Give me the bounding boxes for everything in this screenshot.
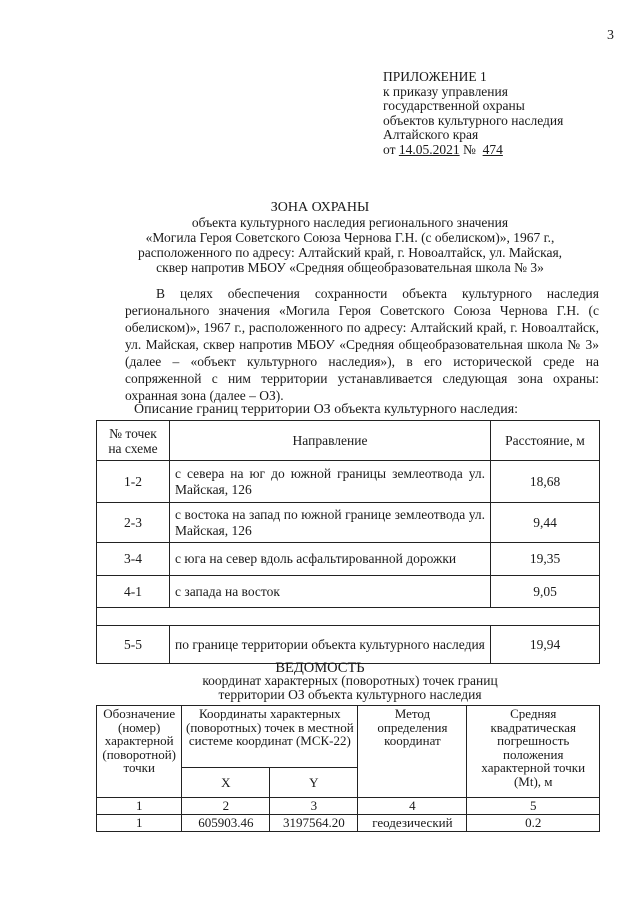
subtitle-line: «Могила Героя Советского Союза Чернова Г.Н. (с обелиском)», 1967 г., <box>145 230 555 245</box>
appendix-line: объектов культурного наследия <box>383 112 564 128</box>
subtitle-line: сквер напротив МБОУ «Средняя общеобразовательная школа № 3» <box>156 260 544 275</box>
cell-distance: 18,68 <box>491 461 600 503</box>
index-cell: 2 <box>182 798 270 815</box>
appendix-block <box>383 70 563 157</box>
cell-accuracy: 0.2 <box>467 814 600 831</box>
vedomost-title: ВЕДОМОСТЬ <box>275 660 365 676</box>
header-distance: Расстояние, м <box>491 421 600 461</box>
boundary-table <box>96 420 600 664</box>
cell-x: 605903.46 <box>182 814 270 831</box>
table-row-blank <box>97 608 600 626</box>
header-method: Метод определения координат <box>358 706 467 798</box>
cell-direction: по границе территории объекта культурного наследия <box>170 626 491 664</box>
appendix-date-line <box>383 143 563 158</box>
header-y: Y <box>270 768 358 798</box>
cell-direction: с севера на юг до южной границы землеотвода ул. Майская, 126 <box>170 461 491 503</box>
cell-points: 5-5 <box>97 626 170 664</box>
order-date: 14.05.2021 <box>398 141 460 157</box>
number-prefix: № <box>459 141 480 157</box>
page-number: 3 <box>607 28 614 43</box>
subtitle-line: объекта культурного наследия регионального значения <box>191 215 509 230</box>
order-number: 474 <box>482 141 503 157</box>
cell-method: геодезический <box>358 814 467 831</box>
index-row <box>97 798 600 815</box>
index-cell: 5 <box>467 798 600 815</box>
cell-distance: 9,05 <box>491 576 600 608</box>
coordinates-table <box>96 705 600 832</box>
cell-points: 1-2 <box>97 461 170 503</box>
appendix-line: государственной охраны <box>383 98 525 113</box>
vedomost-sub-line: территории ОЗ объекта культурного наследия <box>218 687 482 702</box>
cell-y: 3197564.20 <box>270 814 358 831</box>
table-row <box>97 814 600 831</box>
cell-distance: 19,35 <box>491 543 600 576</box>
cell-points: 3-4 <box>97 543 170 576</box>
zone-subtitle <box>100 215 600 275</box>
date-prefix: от <box>383 141 399 157</box>
cell-point: 1 <box>97 814 182 831</box>
table-caption: Описание границ территории ОЗ объекта культурного наследия: <box>134 402 519 417</box>
cell-direction: с востока на запад по южной границе землеотвода ул. Майская, 126 <box>170 503 491 543</box>
cell-distance: 9,44 <box>491 503 600 543</box>
index-cell: 4 <box>358 798 467 815</box>
vedomost-subtitle <box>160 674 540 702</box>
index-cell: 1 <box>97 798 182 815</box>
header-designation: Обозначение (номер) характерной (поворотной) точки <box>97 706 182 798</box>
vedomost-sub-line: координат характерных (поворотных) точек границ <box>202 673 498 688</box>
cell-distance: 19,94 <box>491 626 600 664</box>
table-row <box>97 576 600 608</box>
table-row <box>97 543 600 576</box>
appendix-title: ПРИЛОЖЕНИЕ 1 <box>383 69 487 84</box>
table-row <box>97 503 600 543</box>
zone-title: ЗОНА ОХРАНЫ <box>270 200 370 215</box>
body-paragraph: В целях обеспечения сохранности объекта культурного наследия регионального значения «Могила Героя Советского Союза Чернова Г.Н. (с обелиском)», 1967 г., расположенного по адресу: Алтайский край, г. Новоалтайск, ул. Майская, сквер напротив МБОУ «Средняя общеобразовательная школа № 3» (далее – «объект культурного наследия»), в его исторической среде на сопряженной с ним территории устанавливается следующая зона охраны: охранная зона (далее – ОЗ). <box>125 286 599 403</box>
cell-points: 4-1 <box>97 576 170 608</box>
header-coordinates: Координаты характерных (поворотных) точек в местной системе координат (МСК-22) <box>182 706 358 768</box>
blank-cell <box>97 608 600 626</box>
cell-direction: с юга на север вдоль асфальтированной дорожки <box>170 543 491 576</box>
cell-direction: с запада на восток <box>170 576 491 608</box>
appendix-line: Алтайского края <box>383 127 479 142</box>
header-direction: Направление <box>170 421 491 461</box>
index-cell: 3 <box>270 798 358 815</box>
table-row <box>97 461 600 503</box>
header-x: X <box>182 768 270 798</box>
header-accuracy: Средняя квадратическая погрешность положения характерной точки (Mt), м <box>467 706 600 798</box>
subtitle-line: расположенного по адресу: Алтайский край, г. Новоалтайск, ул. Майская, <box>137 245 563 260</box>
header-points: № точек на схеме <box>97 421 170 461</box>
table-row <box>97 626 600 664</box>
appendix-line: к приказу управления <box>383 83 508 99</box>
cell-points: 2-3 <box>97 503 170 543</box>
